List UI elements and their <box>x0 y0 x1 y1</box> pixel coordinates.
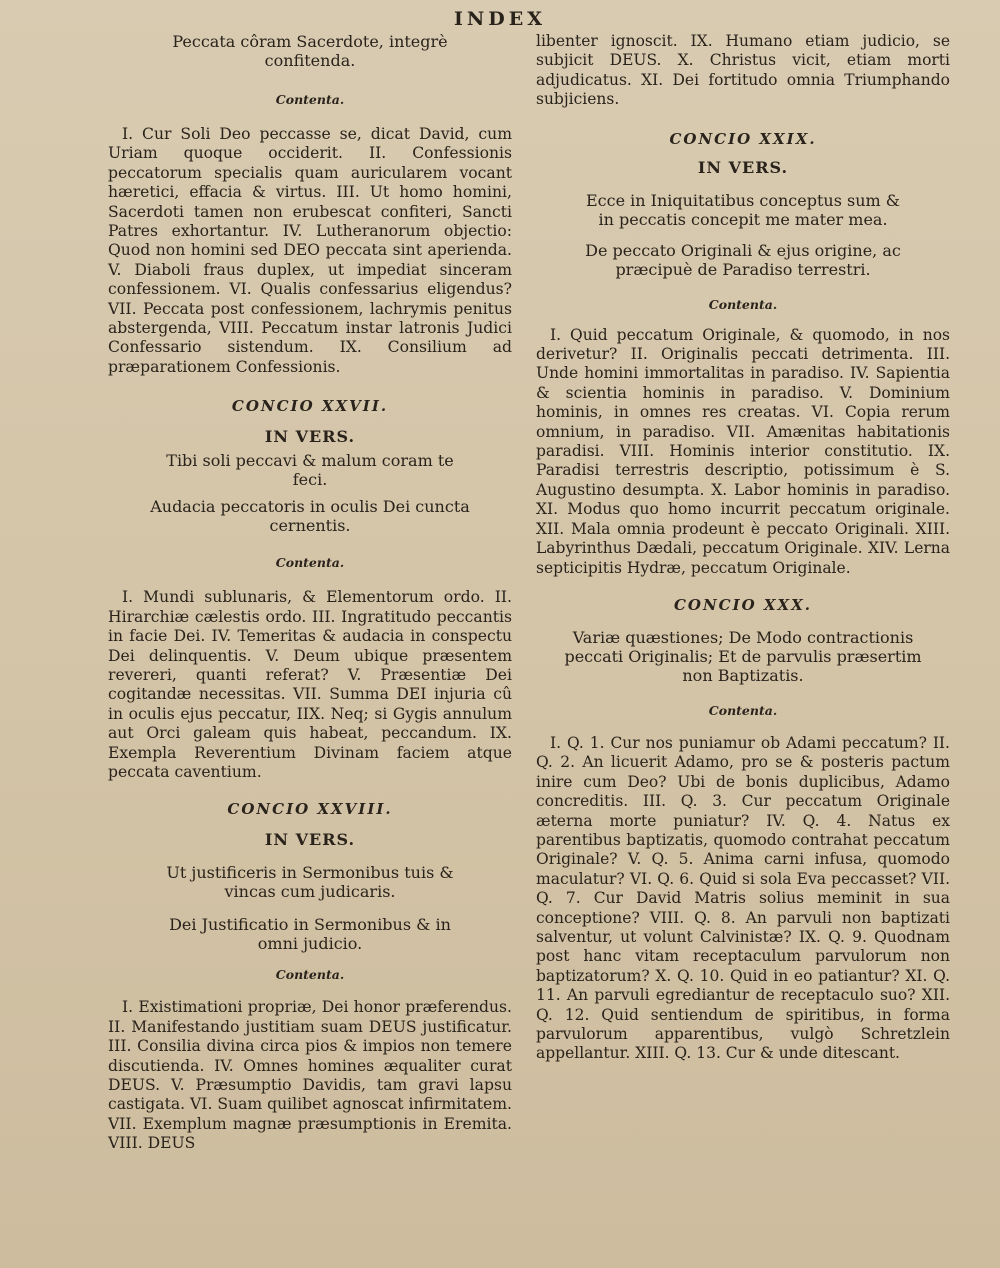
summary-text: I. Quid peccatum Originale, & quomodo, in nos derivetur? II. Originalis peccati detrimenta. III. Unde homini immortalitas in paradiso. IV. Sapientia & scientia hominis in paradiso. V. Dominium hominis, in omnes res creatas. VI. Copia rerum omnium, in paradiso. VII. Amænitas habitationis paradisi. VIII. Hominis interior constitutio. IX. Paradisi terrestris descriptio, potissimum è S. Augustino desumpta. X. Labor hominis in paradiso. XI. Modus quo homo incurrit peccatum originale. XII. Mala omnia prodeunt è peccato Originali. XIII. Labyrinthus Dædali, peccatum Originale. XIV. Lerna septicipitis Hydræ, peccatum Originale. <box>536 325 950 577</box>
summary-text: I. Cur Soli Deo peccasse se, dicat David, cum Uriam quoque occiderit. II. Confessionis peccatorum specialis quam auricularem vocant hæretici, effacia & virtus. III. Ut homo homini, Sacerdoti tamen non erubescat confiteri, Sancti Patres exhortantur. IV. Lutheranorum objectio: Quod non homini sed DEO peccata sint aperienda. V. Diaboli fraus duplex, ut impediat sinceram confessionem. VI. Qualis confessarius eligendus? VII. Peccata post confessionem, lachrymis penitus abstergenda, VIII. Peccatum instar latronis Judici Confessario sistendum. IX. Consilium ad præparationem Confessionis. <box>108 125 512 376</box>
in-vers-heading: IN VERS. <box>264 830 356 850</box>
contenta-label: Contenta. <box>708 702 778 718</box>
summary-text: I. Mundi sublunaris, & Elementorum ordo. II. Hirarchiæ cælestis ordo. III. Ingratitudo peccantis in facie Dei. IV. Temeritas & audacia in conspectu Dei delinquentis. V. Deum ubique præsentem revereri, quanti referat? V. Præsentiæ Dei cogitandæ necessitas. VII. Summa DEI injuria cû in oculis ejus peccatur, IIX. Neq; si Gygis annulum aut Orci galeam quis habeat, peccandum. IX. Exempla Reverentium Divinam faciem atque peccata caventium. <box>108 588 512 781</box>
concio-heading-30: CONCIO XXX. <box>673 595 813 614</box>
verse-text: Ecce in Iniquitatibus conceptus sum & in peccatis concepit me mater mea. <box>585 190 901 229</box>
summary-text: I. Q. 1. Cur nos puniamur ob Adami peccatum? II. Q. 2. An licuerit Adamo, pro se & posteris pactum inire cum Deo? Ubi de bonis duplicibus, Adamo concreditis. III. Q. 3. Cur peccatum Originale æterna morte puniatur? IV. Q. 4. Natus ex parentibus baptizatis, quomodo contrahat peccatum Originale? V. Q. 5. Anima carni infusa, quomodo maculatur? VI. Q. 6. Quid si sola Eva peccasset? VII. Q. 7. Cur David Matris solius meminit in sua conceptione? VIII. Q. 8. An parvuli non baptizati salventur, ut volunt Calvinistæ? IX. Q. 9. Quodnam post hanc vitam receptaculum parvulorum non baptizatorum? X. Q. 10. Quid in eo patiantur? XI. Q. 11. An parvuli egrediantur de receptaculo suo? XII. Q. 12. Quid sentiendum de spiritibus, in forma parvulorum apparentibus, vulgò Schretzlein appellantur. XIII. Q. 13. Cur & unde ditescant. <box>536 733 950 1063</box>
in-vers-heading: IN VERS. <box>697 157 789 177</box>
concio-title-30: Variæ quæstiones; De Modo contractionis peccati Originalis; Et de parvulis præsertim non Baptizatis. <box>564 627 922 685</box>
continuation-text: libenter ignoscit. IX. Humano etiam judicio, se subjicit DEUS. X. Christus vicit, etiam morti adjudicatus. XI. Dei fortitudo omnia Triumphando subjiciens. <box>536 32 950 109</box>
left-column <box>108 30 512 1154</box>
concio-heading-27: CONCIO XXVII. <box>231 397 389 416</box>
section-heading: Peccata côram Sacerdote, integrè confitenda. <box>172 32 448 70</box>
summary-text: I. Existimationi propriæ, Dei honor præferendus. II. Manifestando justitiam suam DEUS justificatur. III. Consilia divina circa pios & impios non temere discutienda. IV. Omnes homines æqualiter curat DEUS. V. Præsumptio Davidis, tam gravi lapsu castigata. VI. Suam quilibet agnoscat infirmitatem. VII. Exemplum magnæ præsumptionis in Eremita. VIII. DEUS <box>108 998 512 1153</box>
verse-text: Ut justificeris in Sermonibus tuis & vincas cum judicaris. <box>166 863 454 902</box>
concio-heading-28: CONCIO XXVIII. <box>227 800 393 819</box>
in-vers-heading: IN VERS. <box>264 427 356 447</box>
contenta-label: Contenta. <box>275 555 345 571</box>
concio-title-28: Dei Justificatio in Sermonibus & in omni judicio. <box>169 915 451 954</box>
concio-title-27: Audacia peccatoris in oculis Dei cuncta cernentis. <box>150 497 470 536</box>
contenta-label: Contenta. <box>275 92 345 107</box>
concio-title-29: De peccato Originali & ejus origine, ac præcipuè de Paradiso terrestri. <box>585 240 901 279</box>
verse-text: Tibi soli peccavi & malum coram te feci. <box>166 451 454 490</box>
concio-heading-29: CONCIO XXIX. <box>669 129 817 148</box>
contenta-label: Contenta. <box>275 967 345 983</box>
contenta-label: Contenta. <box>708 296 778 312</box>
running-head: INDEX <box>454 8 546 30</box>
right-column <box>536 30 950 1064</box>
